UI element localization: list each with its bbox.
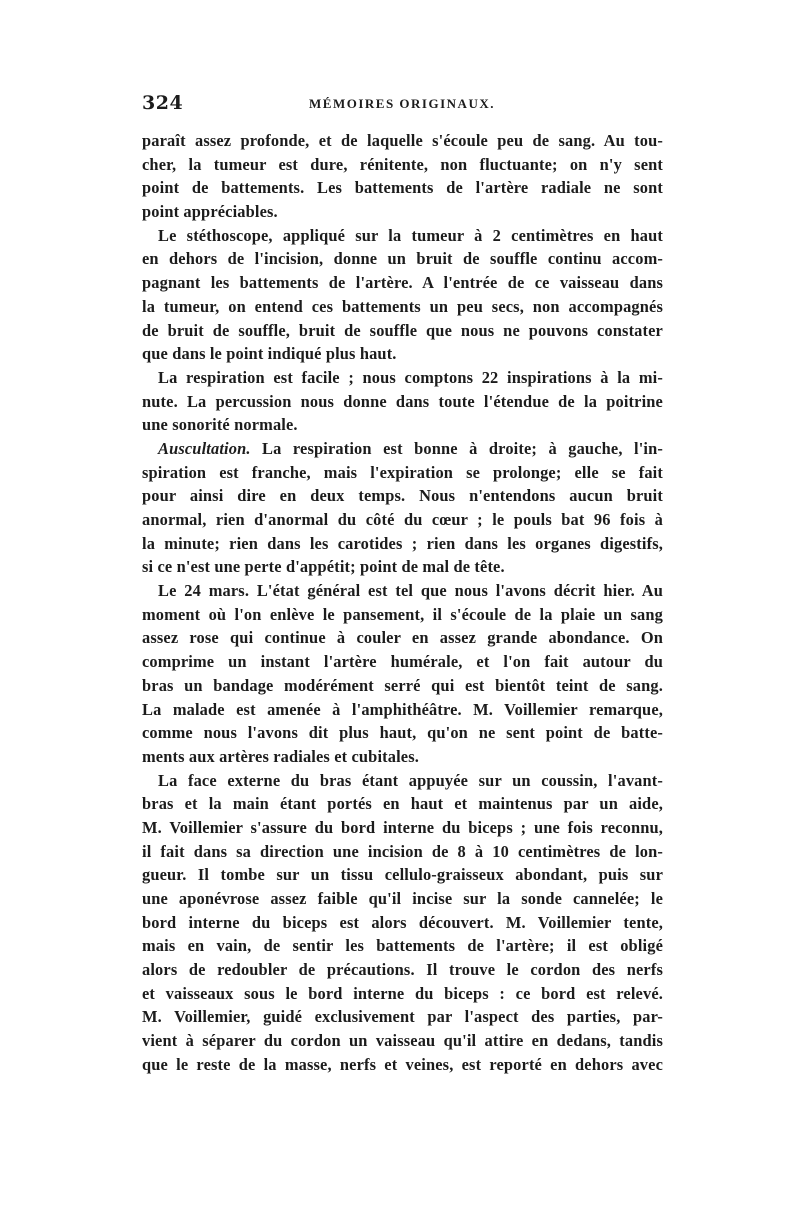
text-line: assez rose qui continue à couler en assez grande abondance. On: [142, 628, 663, 648]
text-line: spiration est franche, mais l'expiration se prolonge; elle se fait: [142, 462, 663, 482]
italic-lead: Auscultation.: [158, 438, 251, 458]
text-line: Le stéthoscope, appliqué sur la tumeur à 2 centimètres en haut: [158, 225, 663, 245]
text-line: la tumeur, on entend ces battements un peu secs, non accompagnés: [142, 296, 663, 316]
text-line: et vaisseaux sous le bord interne du biceps : ce bord est relevé.: [142, 983, 663, 1003]
text-line: alors de redoubler de précautions. Il trouve le cordon des nerfs: [142, 960, 663, 980]
text-line: Le 24 mars. L'état général est tel que nous l'avons décrit hier. Au: [158, 581, 663, 601]
page-number: 324: [142, 92, 184, 114]
text-line: pour ainsi dire en deux temps. Nous n'entendons aucun bruit: [142, 486, 663, 506]
text-line: M. Voillemier s'assure du bord interne du biceps ; une fois reconnu,: [142, 817, 663, 837]
running-title: MÉMOIRES ORIGINAUX.: [309, 96, 495, 111]
text-line: que le reste de la masse, nerfs et veines, est reporté en dehors avec: [142, 1054, 663, 1074]
text-line: comme nous l'avons dit plus haut, qu'on ne sent point de batte-: [142, 723, 663, 743]
text-line: La respiration est facile ; nous comptons 22 inspirations à la mi-: [158, 367, 663, 387]
text-line: la minute; rien dans les carotides ; rien dans les organes digestifs,: [142, 533, 663, 553]
text-line: en dehors de l'incision, donne un bruit de souffle continu accom-: [142, 249, 663, 269]
text-line: bras et la main étant portés en haut et maintenus par un aide,: [142, 794, 663, 814]
text-line: il fait dans sa direction une incision de 8 à 10 centimètres de lon-: [142, 841, 663, 861]
text-line: nute. La percussion nous donne dans toute l'étendue de la poitrine: [142, 391, 663, 411]
text-line: une aponévrose assez faible qu'il incise sur la sonde cannelée; le: [142, 889, 663, 908]
text-line: vient à séparer du cordon un vaisseau qu'il attire en dedans, tandis: [142, 1031, 663, 1051]
text-line: cher, la tumeur est dure, rénitente, non fluctuante; on n'y sent: [142, 154, 663, 174]
text-line-auscultation: [142, 437, 663, 461]
text-line: paraît assez profonde, et de laquelle s'écoule peu de sang. Au tou-: [142, 131, 663, 150]
text-line: M. Voillemier, guidé exclusivement par l'aspect des parties, par-: [142, 1007, 663, 1027]
text-line: La face externe du bras étant appuyée sur un coussin, l'avant-: [158, 770, 663, 790]
body-text: [142, 129, 663, 1077]
text-line: une sonorité normale.: [142, 415, 298, 435]
text-line: La malade est amenée à l'amphithéâtre. M. Voillemier remarque,: [142, 699, 663, 719]
text-line: que dans le point indiqué plus haut.: [142, 344, 397, 364]
text-line: bord interne du biceps est alors découvert. M. Voillemier tente,: [142, 912, 663, 932]
text-line: point appréciables.: [142, 202, 278, 222]
text-line: bras un bandage modérément serré qui est bientôt teint de sang.: [142, 675, 663, 695]
text-line: point de battements. Les battements de l'artère radiale ne sont: [142, 178, 663, 198]
text-line: mais en vain, de sentir les battements de l'artère; il est obligé: [142, 936, 663, 956]
text-line: pagnant les battements de l'artère. A l'entrée de ce vaisseau dans: [142, 273, 663, 293]
text-line: si ce n'est une perte d'appétit; point de mal de tête.: [142, 557, 505, 577]
text-line: moment où l'on enlève le pansement, il s'écoule de la plaie un sang: [142, 604, 663, 624]
text-line-rest: La respiration est bonne à droite; à gauche, l'in-: [262, 438, 663, 458]
text-line: comprime un instant l'artère humérale, et l'on fait autour du: [142, 652, 663, 672]
text-line: gueur. Il tombe sur un tissu cellulo-graisseux abondant, puis sur: [142, 865, 663, 885]
text-line: ments aux artères radiales et cubitales.: [142, 746, 420, 766]
text-line: anormal, rien d'anormal du côté du cœur ; le pouls bat 96 fois à: [142, 510, 663, 529]
running-head: [142, 92, 662, 118]
text-line: de bruit de souffle, bruit de souffle que nous ne pouvons constater: [142, 320, 663, 340]
